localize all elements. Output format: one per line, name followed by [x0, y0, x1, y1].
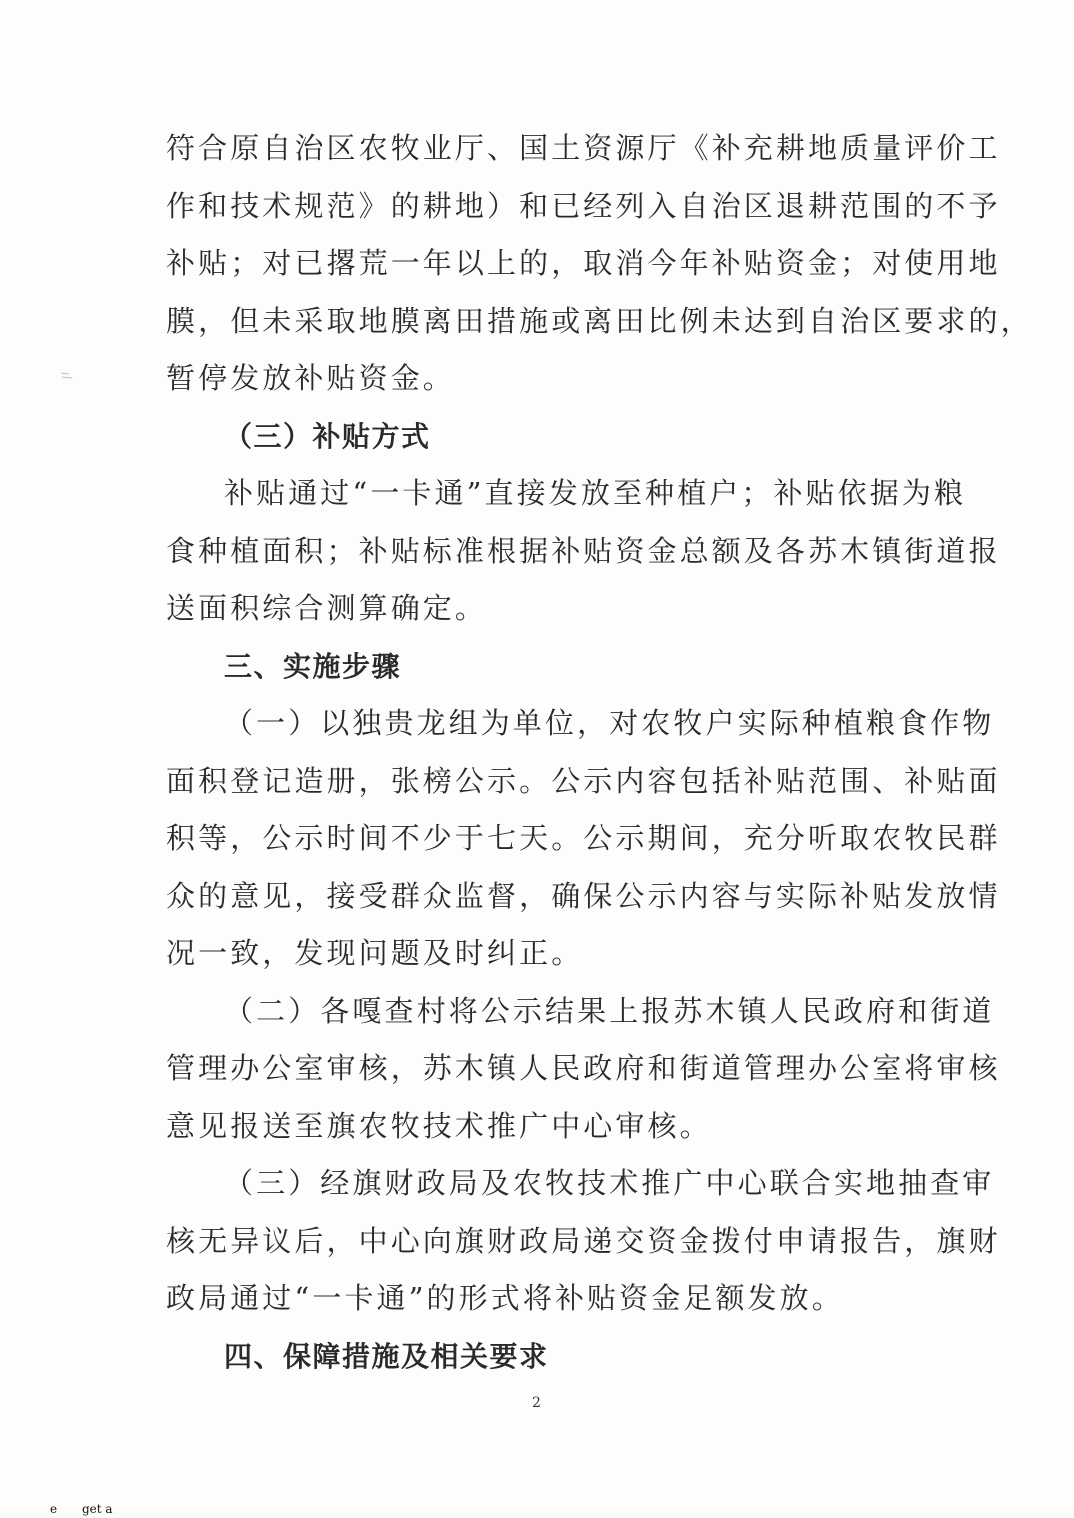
- body-line: （一）以独贵龙组为单位，对农牧户实际种植粮食作物: [224, 706, 995, 740]
- body-line: 政局通过“一卡通”的形式将补贴资金足额发放。: [166, 1281, 844, 1315]
- body-line: 核无异议后，中心向旗财政局递交资金拨付申请报告，旗财: [166, 1223, 1001, 1258]
- document-body: [166, 120, 1033, 1385]
- body-line: 食种植面积；补贴标准根据补贴资金总额及各苏木镇街道报: [166, 533, 1001, 568]
- subsection-heading: （三）补贴方式: [224, 419, 431, 453]
- scan-artifact-mark: [60, 365, 74, 375]
- footer-text-left: e: [50, 1502, 58, 1516]
- body-line: 膜，但未采取地膜离田措施或离田比例未达到自治区要求的，: [166, 303, 1033, 338]
- body-line: 补贴通过“一卡通”直接发放至种植户；补贴依据为粮: [224, 476, 967, 510]
- body-line: 送面积综合测算确定。: [166, 591, 488, 625]
- body-line: 众的意见，接受群众监督，确保公示内容与实际补贴发放情: [166, 878, 1001, 913]
- page-number: 2: [532, 1395, 541, 1411]
- body-line: 管理办公室审核，苏木镇人民政府和街道管理办公室将审核: [166, 1051, 1001, 1085]
- body-line: 符合原自治区农牧业厅、国土资源厅《补充耕地质量评价工: [166, 131, 1001, 165]
- section-heading: 四、保障措施及相关要求: [224, 1339, 549, 1373]
- section-heading: 三、实施步骤: [224, 649, 402, 683]
- body-line: （二）各嘎查村将公示结果上报苏木镇人民政府和街道: [224, 993, 995, 1028]
- body-line: 暂停发放补贴资金。: [166, 361, 455, 395]
- body-line: 况一致，发现问题及时纠正。: [166, 936, 584, 970]
- footer-text-right: get a: [82, 1502, 113, 1516]
- body-line: 作和技术规范》的耕地）和已经列入自治区退耕范围的不予: [166, 188, 1001, 223]
- body-line: 意见报送至旗农牧技术推广中心审核。: [166, 1108, 712, 1143]
- body-line: （三）经旗财政局及农牧技术推广中心联合实地抽查审: [224, 1166, 995, 1200]
- body-line: 补贴；对已撂荒一年以上的，取消今年补贴资金；对使用地: [166, 246, 1001, 280]
- body-line: 积等，公示时间不少于七天。公示期间，充分听取农牧民群: [166, 821, 1001, 855]
- body-line: 面积登记造册，张榜公示。公示内容包括补贴范围、补贴面: [166, 763, 1001, 798]
